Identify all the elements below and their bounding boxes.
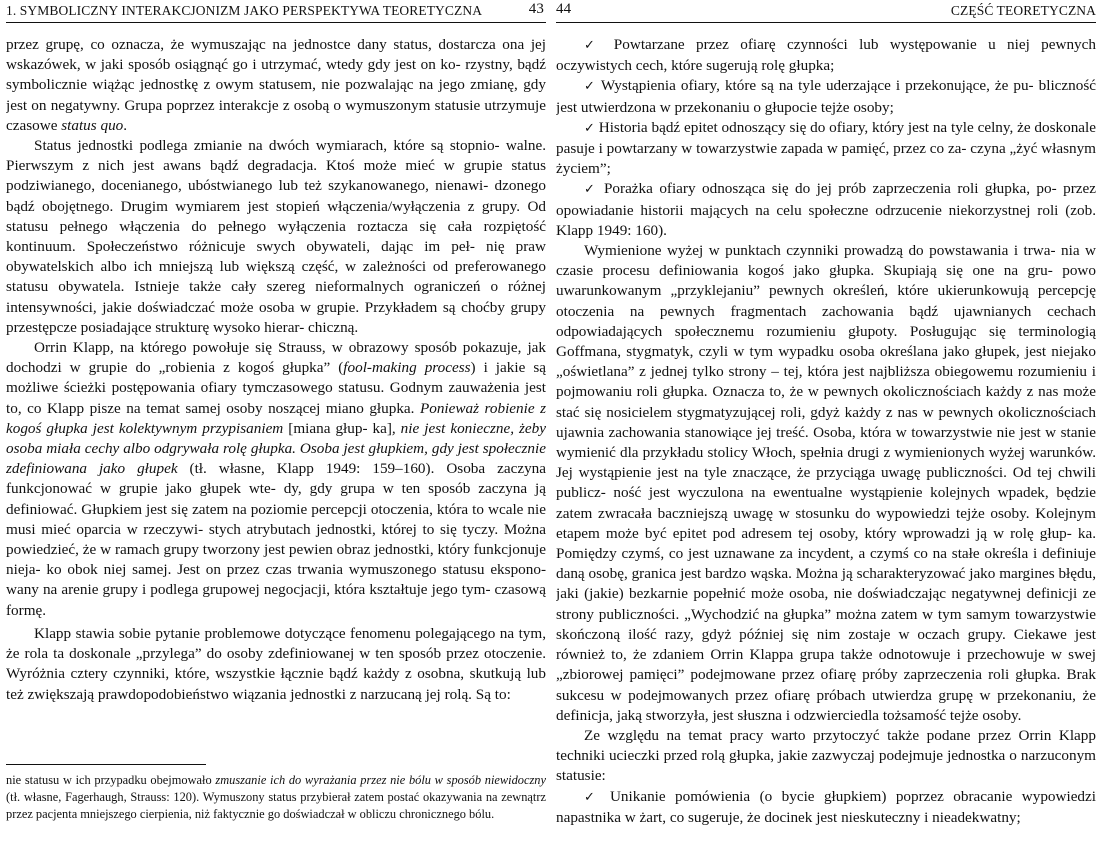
right-body bbox=[556, 35, 1096, 828]
checkmark-icon: ✓ bbox=[584, 38, 603, 53]
left-page bbox=[6, 0, 546, 846]
left-body bbox=[6, 35, 546, 705]
running-head-right bbox=[556, 0, 1096, 23]
checkmark-icon: ✓ bbox=[584, 789, 601, 805]
list-item: ✓ Porażka ofiary odnosząca się do jej prób zaprzeczenia roli głupka, po- przez opowiadanie historii mających na celu społeczne odrzucenie niekorzystnej roli (zob. Klapp 1949: 160). bbox=[556, 180, 1096, 239]
checkmark-icon: ✓ bbox=[584, 182, 598, 198]
paragraph: Orrin Klapp, na którego powołuje się Strauss, w obrazowy sposób pokazuje, jak dochodzi w grupie do „robienia z kogoś głupka” (fool-making process) i jakie są możliwe ścieżki postępowania ofiary tymczasowego statusu. Godnym zauważenia jest to, co Klapp pisze na temat samej osoby noszącej miano głupka. Ponieważ robienie z kogoś głupka jest kolektywnym przypisaniem [miana głup- ka], nie jest konieczne, żeby osoba miała cechy albo odgrywała rolę głupka. Osoba jest głupkiem, gdy jest społecznie zdefiniowana jako głupek (tł. własne, Klapp 1949: 159–160). Osoba zaczyna funkcjonować w grupie jako głupek wte- dy, gdy grupa w ten sposób zaczyna ją definiować. Głupkiem jest się zatem na poziomie percepcji otoczenia, która to wcale nie musi mieć oparcia w rzeczywi- stych atrybutach jednostki, której to się tyczy. Można powiedzieć, że w ramach grupy tworzony jest pewien obraz jednostki, który funkcjonuje nieja- ko obok niej samej. Jest on przez czas trwania wymuszonego statusu ekspono- wany na arenie grupy i podlega grupowej negocjacji, która kształtuje jego tym- czasową formę. bbox=[6, 339, 546, 619]
checkmark-icon: ✓ bbox=[584, 120, 595, 136]
list-item: ✓ Historia bądź epitet odnoszący się do ofiary, który jest na tyle celny, że doskonale pasuje i powtarzany w towarzystwie zapada w pamięć, przez co za- czyna „żyć własnym życiem”; bbox=[556, 118, 1096, 178]
paragraph: Status jednostki podlega zmianie na dwóch wymiarach, które są stopnio- walne. Pierwszym z nich jest awans bądź degradacja. Ktoś może mieć w grupie status podziwianego, docenianego, ubóstwianego lub też szykanowanego, nienawi- dzonego bądź obojętnego. Drugim wymiarem jest stopień włączenia/wyłączenia z grupy. Od statusu pełnego włączenia do pełnego wyłączenia roztacza się cała rozpiętość kontinuum. Społeczeństwo różnicuje swych obywateli, dając im peł- nię praw obywatelskich albo ich mniejszą lub większą część, w zależności od preferowanego statusu obywatela. Istnieje także cały szereg nieformalnych ograniczeń o różnej intensywności, jakie doświadczać może osoba w grupie. Przykładem są choćby grupy przestępcze posiadające strukturę wysoko hierar- chiczną. bbox=[6, 137, 546, 336]
paragraph: Klapp stawia sobie pytanie problemowe dotyczące fenomenu polegającego na tym, że rola ta doskonale „przylega” do osoby zdefiniowanej w ten sposób przez otoczenie. Wyróżnia cztery czynniki, które, wszystkie łącznie bądź każdy z osobna, skutkują lub też zwiększają prawdopodobieństwo wiązania jednostki z narzucaną jej rolą. Są to: bbox=[6, 624, 546, 703]
page-number-left: 43 bbox=[528, 1, 544, 17]
checkmark-icon: ✓ bbox=[584, 79, 597, 95]
footnote: nie statusu w ich przypadku obejmowało zmuszanie ich do wyrażania przez nie bólu w sposób niewidoczny (tł. własne, Fagerhaugh, Strauss: 120). Wymuszony status przybierał zatem postać okazywania na zewnątrz przez pacjenta mniejszego cierpienia, niż faktycznie go doświadczał w obliczu chronicznego bólu. bbox=[6, 773, 546, 821]
list-item: ✓ Unikanie pomówienia (o bycie głupkiem) poprzez obracanie wypowiedzi napastnika w żart, co sugeruje, że docinek jest nieskuteczny i nieadekwatny; bbox=[556, 787, 1096, 826]
right-page bbox=[556, 0, 1096, 846]
footnote-divider bbox=[6, 764, 206, 765]
part-title: CZĘŚĆ TEORETYCZNA bbox=[950, 3, 1096, 18]
list-item: ✓ Powtarzane przez ofiarę czynności lub występowanie u niej pewnych oczywistych cech, które sugerują rolę głupka; bbox=[556, 36, 1096, 75]
list-item: ✓ Wystąpienia ofiary, które są na tyle uderzające i przekonujące, że pu- bliczność jest utwierdzona w przekonaniu o głupocie tejże osoby; bbox=[556, 77, 1096, 116]
paragraph: Wymienione wyżej w punktach czynniki prowadzą do powstawania i trwa- nia w czasie procesu definiowania kogoś jako głupka. Skupiają się one na gru- powo uwarunkowanym „przyklejaniu” pewnych określeń, które ukierunkowują percepcję otoczenia na pewnych fragmentach zachowania bądź ujawnianych cechach odpowiadających społecznemu rozumieniu głupoty. Posługując się terminologią Goffmana, stygmatyk, czyli w tym wypadku osoba określana jako głupek, jest niejako „oświetlana” z jednej tylko strony – tej, która jest najbliższa obiegowemu rozumieniu i pojmowaniu roli głupka. Oznacza to, że w pewnych okolicznościach każdy z nas może stać się nosicielem stygmatyzującej roli, gdyż każdy z nas w pewnych okolicznościach ujawnia zachowania stanowiące jej treść. Osoba, która w towarzystwie nie jest w stanie wymienić dla przykładu stolicy Włoch, spełnia drugi z wymienionych wyżej warunków. Jej wystąpienie jest na tyle znaczące, że przyciąga uwagę publiczności. Od tej chwili publicz- ność jest wyczulona na ewentualne wystąpienie kolejnych wpadek, będzie zatem zwracała baczniejszą uwagę w stosunku do wypowiedzi tejże osoby. Kolejnym etapem może być epitet pod adresem tej osoby, który wprowadzi ją w rolę głup- ka. Pomiędzy czymś, co jest uznawane za incydent, a czymś co na stałe określa i definiuje daną osobę, granica jest bardzo wąska. Można ją scharakteryzować jako margines błędu, jaki (jakie) bezkarnie popełnić może osoba, nie doświadczając negatywnej definicji ze strony publiczności. „Wychodzić na głupka” można zatem w tym samym towarzystwie skończoną ilość razy, gdyż później się nim zostaje w oczach grupy. Ciekawe jest również to, że zdaniem Orrin Klappa grupa także odnotowuje i przechowuje w swej „zbiorowej pamięci” podejmowane przez ofiarę próby zaprzeczenia roli głupka. Brak sukcesu w podejmowanych przez ofiarę próbach utwierdza grupę w przekonaniu, że definicja, jaką stworzyła, jest słuszna i odzwierciedla tożsamość tejże osoby. bbox=[556, 242, 1096, 724]
page-number-right: 44 bbox=[556, 1, 572, 17]
chapter-title: 1. SYMBOLICZNY INTERAKCJONIZM JAKO PERSPEKTYWA TEORETYCZNA bbox=[6, 3, 483, 18]
paragraph: przez grupę, co oznacza, że wymuszając na jednostce dany status, dostarcza ona jej wskazówek, w jaki sposób osiągnąć go i utrzymać, wtedy gdy jest on ko- rzystny, bądź symbolicznie wiążąc jednostkę z owym statusem, nie pozwalając na jego zmianę, gdy jest on negatywny. Grupa poprzez interakcje z osobą o wymuszonym statusie utrzymuje czasowe status quo. bbox=[6, 36, 546, 134]
paragraph: Ze względu na temat pracy warto przytoczyć także podane przez Orrin Klapp techniki ucieczki przed rolą głupka, jakie zazwyczaj podejmuje jednostka o narzuconym statusie: bbox=[556, 726, 1096, 785]
running-head-left bbox=[6, 0, 546, 23]
